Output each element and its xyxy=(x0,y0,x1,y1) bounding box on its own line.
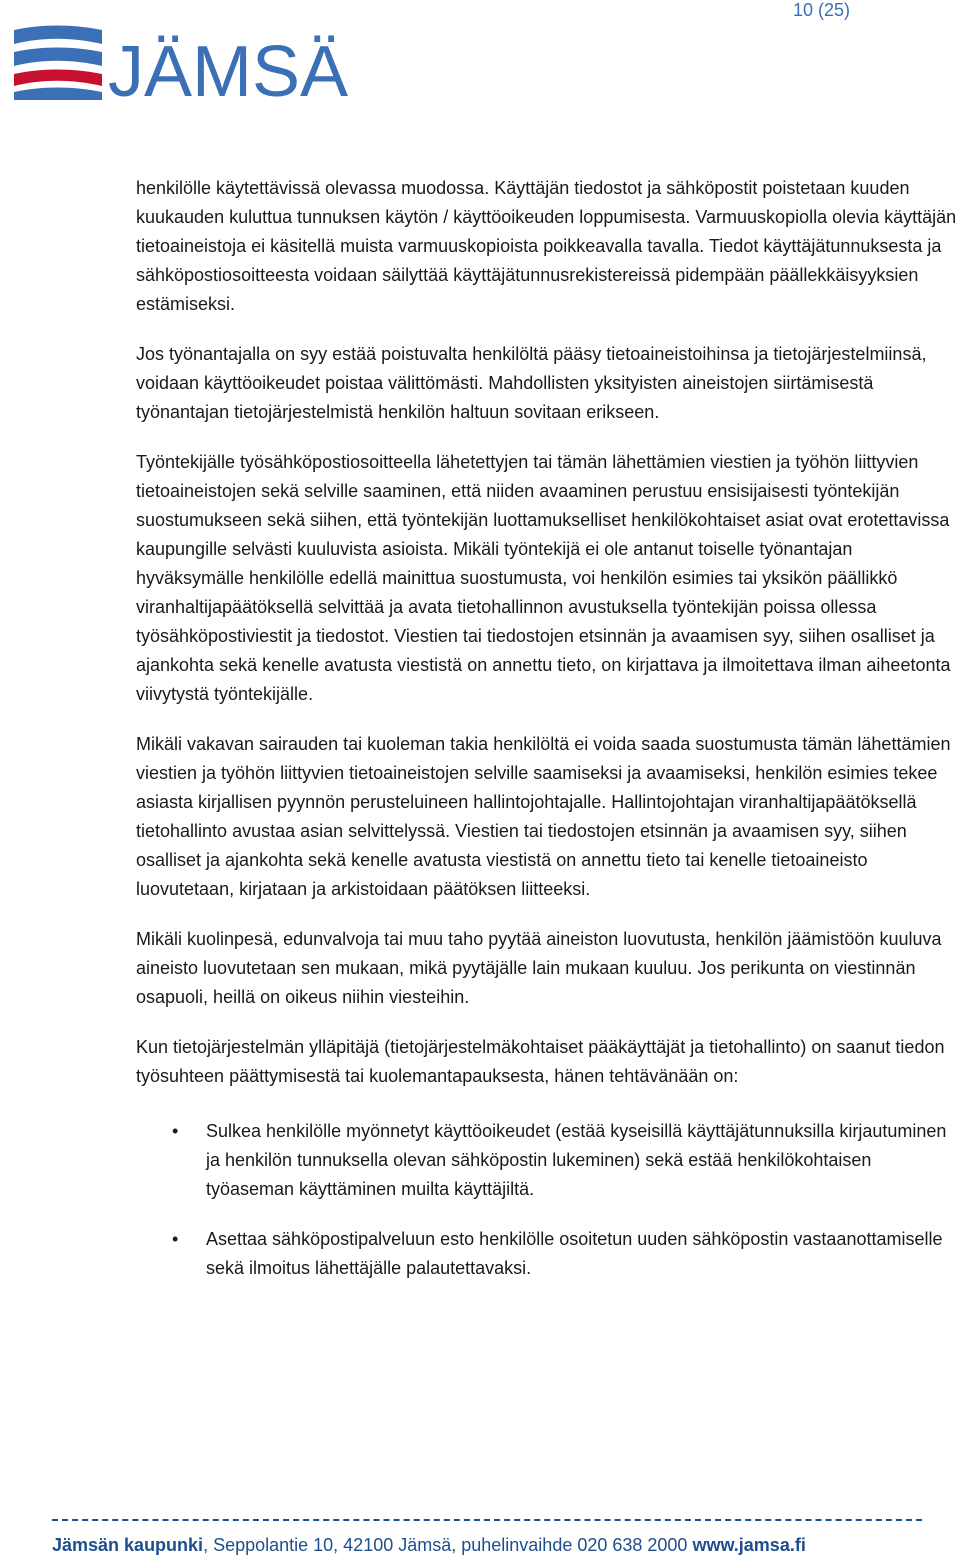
paragraph: Kun tietojärjestelmän ylläpitäjä (tietojärjestelmäkohtaiset pääkäyttäjät ja tietohallinto) on saanut tiedon työsuhteen päättymisestä tai kuolemantapauksesta, hänen tehtävänään on: xyxy=(136,1037,945,1086)
list-item xyxy=(172,1117,962,1204)
footer-org: Jämsän kaupunki xyxy=(52,1535,204,1555)
paragraph: henkilölle käytettävissä olevassa muodossa. Käyttäjän tiedostot ja sähköpostit poistetaan kuuden kuukauden kuluttua tunnuksen käytön / käyttöoikeuden loppumisesta. Varmuuskopiolla olevia käyttäjän tietoaineistoja ei käsitellä muista varmuuskopioista poikkeavalla tavalla. Tiedot käyttäjätunnuksesta ja sähköpostiosoitteesta voidaan säilyttää käyttäjätunnusrekistereissä pidempään päällekkäisyyksien estämiseksi. xyxy=(136,178,957,314)
footer-website-link[interactable]: www.jamsa.fi xyxy=(692,1535,806,1555)
footer-divider xyxy=(52,1519,922,1521)
task-list xyxy=(136,1117,962,1283)
bullet-icon: • xyxy=(172,1121,179,1141)
paragraph: Mikäli vakavan sairauden tai kuoleman takia henkilöltä ei voida saada suostumusta tämän lähettämien viestien ja työhön liittyvien tietoaineistojen selville saamiseksi ja avaamiseksi, henkilön esimies tekee asiasta kirjallisen pyynnön perusteluineen hallintojohtajalle. Hallintojohtajan viranhaltijapäätöksellä tietohallinto avustaa asian selvittelyssä. Viestien tai tiedostojen etsinnän ja avaamisen syy, siihen osalliset ja ajankohta sekä kenelle avatusta viestistä on annettu tieto tai kenelle tietoaineisto luovutetaan, kirjataan ja arkistoidaan päätöksen liitteeksi. xyxy=(136,734,951,899)
footer xyxy=(52,1535,806,1556)
document-body xyxy=(136,174,962,1304)
list-item-text: Sulkea henkilölle myönnetyt käyttöoikeudet (estää kyseisillä käyttäjätunnuksilla kirjautuminen ja henkilön tunnuksella olevan sähköpostin lukeminen) sekä estää henkilökohtaisen työaseman käyttäminen muilta käyttäjiltä. xyxy=(206,1121,947,1199)
paragraph: Työntekijälle työsähköpostiosoitteella lähetettyjen tai tämän lähettämien viestien ja työhön liittyvien tietoaineistojen sekä selville saaminen, että niiden avaaminen perustuu ensisijaisesti työntekijän suostumukseen sekä siihen, että työntekijän luottamukselliset henkilökohtaiset asiat ovat erotettavissa kaupungille selvästi kuuluvista asioista. Mikäli työntekijä ei ole antanut toiselle työnantajan hyväksymälle henkilölle edellä mainittua suostumusta, voi henkilön esimies tai yksikön päällikkö viranhaltijapäätöksellä selvittää ja avata tietohallinnon avustuksella työntekijän poissa ollessa työsähköpostiviestit ja tiedostot. Viestien tai tiedostojen etsinnän ja avaamisen syy, siihen osalliset ja ajankohta sekä kenelle avatusta viestistä on annettu tieto, on kirjattava ja ilmoitettava ilman aiheetonta viivytystä työntekijälle. xyxy=(136,452,951,704)
list-item xyxy=(172,1225,962,1283)
bullet-icon: • xyxy=(172,1229,179,1249)
jamsa-logo xyxy=(12,22,349,112)
footer-address: , Seppolantie 10, 42100 Jämsä, puhelinvaihde 020 638 2000 xyxy=(203,1535,693,1555)
paragraph: Jos työnantajalla on syy estää poistuvalta henkilöltä pääsy tietoaineistoihinsa ja tietojärjestelmiinsä, voidaan käyttöoikeudet poistaa välittömästi. Mahdollisten yksityisten aineistojen siirtämisestä työnantajan tietojärjestelmistä henkilön haltuun sovitaan erikseen. xyxy=(136,344,927,422)
page-number: 10 (25) xyxy=(792,0,850,20)
list-item-text: Asettaa sähköpostipalveluun esto henkilölle osoitetun uuden sähköpostin vastaanottamiselle sekä ilmoitus lähettäjälle palautettavaksi. xyxy=(206,1229,943,1278)
svg-text:JÄMSÄ: JÄMSÄ xyxy=(108,32,349,112)
paragraph: Mikäli kuolinpesä, edunvalvoja tai muu taho pyytää aineiston luovutusta, henkilön jäämistöön kuuluva aineisto luovutetaan sen mukaan, mikä pyytäjälle lain mukaan kuuluu. Jos perikunta on viestinnän osapuoli, heillä on oikeus niihin viesteihin. xyxy=(136,929,942,1007)
